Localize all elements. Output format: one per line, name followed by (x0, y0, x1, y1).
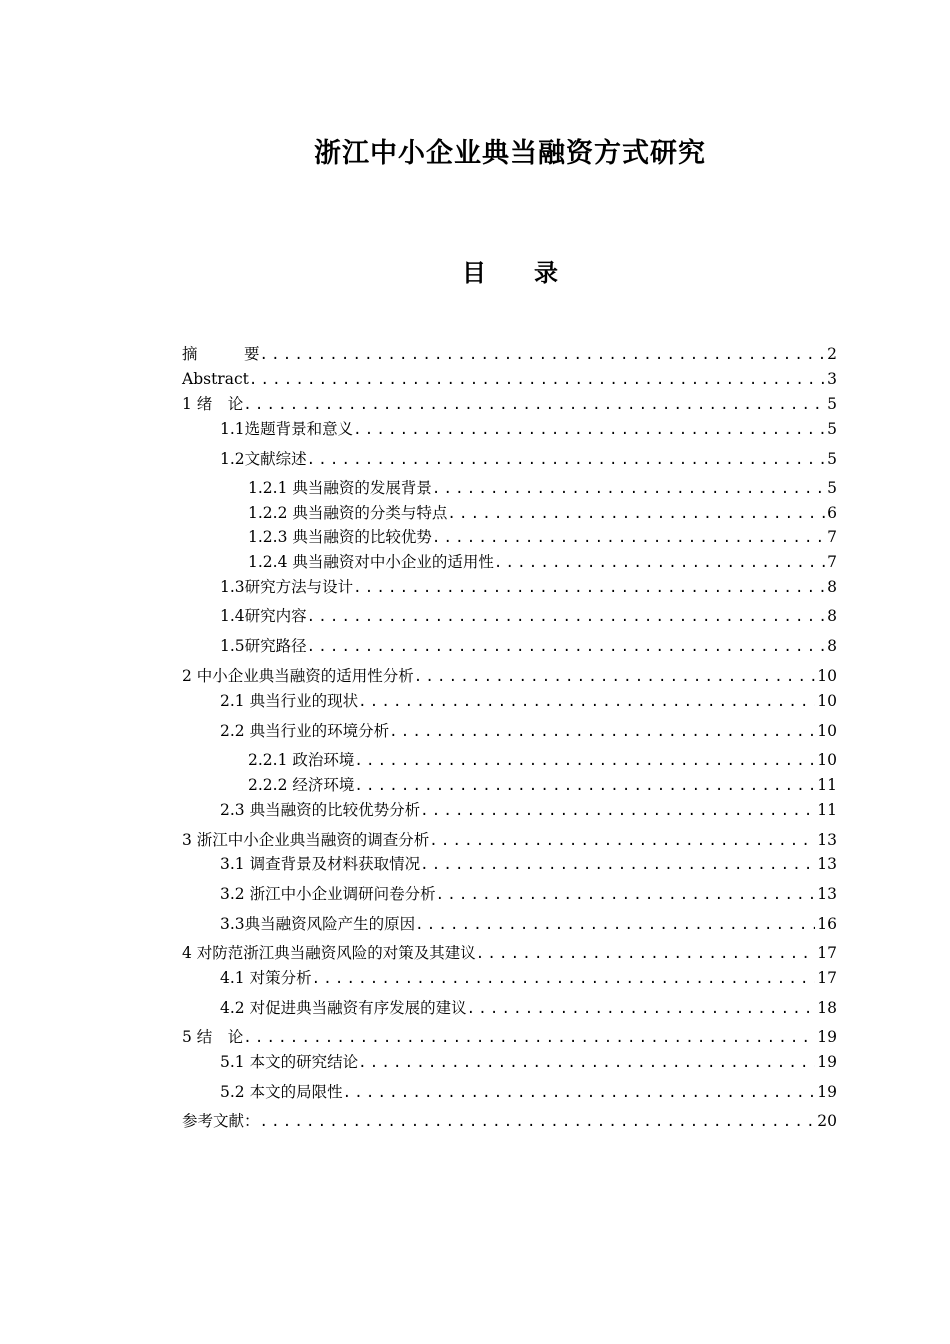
toc-entry[interactable] (182, 502, 837, 524)
toc-entry-page: 17 (817, 969, 837, 987)
toc-entry-label: 4.1 对策分析 (220, 969, 312, 987)
toc-entry-page: 19 (817, 1053, 837, 1071)
toc-leader-dots (358, 1052, 815, 1074)
toc-entry-page: 13 (817, 885, 837, 903)
toc-entry[interactable] (182, 749, 837, 771)
toc-entry-label: 1.1选题背景和意义 (220, 420, 354, 438)
toc-entry[interactable] (182, 799, 837, 821)
toc-entry[interactable] (182, 526, 837, 548)
toc-leader-dots (476, 943, 815, 965)
toc-entry[interactable] (182, 393, 837, 415)
toc-entry-page: 7 (827, 553, 837, 571)
toc-entry[interactable] (182, 551, 837, 573)
toc-leader-dots (432, 527, 825, 549)
toc-leader-dots (420, 854, 815, 876)
toc-entry-page: 7 (827, 528, 837, 546)
toc-entry-label: Abstract (182, 370, 249, 388)
toc-leader-dots (354, 775, 815, 797)
toc-heading: 目 录 (462, 259, 558, 287)
toc-entry[interactable] (182, 883, 837, 905)
toc-entry-label: 4.2 对促进典当融资有序发展的建议 (220, 999, 467, 1017)
toc-entry-page: 10 (817, 751, 837, 769)
toc-entry-page: 5 (827, 395, 837, 413)
toc-leader-dots (420, 800, 815, 822)
toc-leader-dots (467, 998, 816, 1020)
toc-entry-page: 13 (817, 855, 837, 873)
toc-entry[interactable] (182, 576, 837, 598)
toc-entry[interactable] (182, 720, 837, 742)
toc-entry-label: 2.2 典当行业的环境分析 (220, 722, 390, 740)
toc-entry[interactable] (182, 690, 837, 712)
toc-leader-dots (354, 750, 815, 772)
toc-leader-dots (307, 636, 825, 658)
toc-leader-dots (447, 503, 825, 525)
toc-entry-page: 10 (817, 667, 837, 685)
toc-leader-dots (415, 914, 815, 936)
toc-entry-label: 5 结 论 (182, 1028, 244, 1046)
toc-entry-label: 参考文献： (182, 1112, 260, 1130)
toc-entry-label: 3.1 调查背景及材料获取情况 (220, 855, 421, 873)
toc-entry-page: 6 (827, 504, 837, 522)
toc-entry-label: 1.2.3 典当融资的比较优势 (248, 528, 432, 546)
document-title: 浙江中小企业典当融资方式研究 (314, 138, 706, 169)
toc-leader-dots (249, 369, 825, 391)
toc-entry-page: 3 (827, 370, 837, 388)
toc-entry-label: 2.2.2 经济环境 (248, 776, 355, 794)
toc-entry-label: 5.1 本文的研究结论 (220, 1053, 359, 1071)
toc-entry-page: 16 (817, 915, 837, 933)
toc-entry[interactable] (182, 967, 837, 989)
toc-entry-label: 1.2.2 典当融资的分类与特点 (248, 504, 448, 522)
toc-leader-dots (389, 721, 815, 743)
toc-entry-page: 5 (827, 450, 837, 468)
toc-entry-page: 19 (817, 1083, 837, 1101)
toc-entry[interactable] (182, 418, 837, 440)
toc-entry-page: 5 (827, 479, 837, 497)
toc-leader-dots (343, 1082, 816, 1104)
toc-entry-page: 8 (827, 607, 837, 625)
toc-entry[interactable] (182, 1081, 837, 1103)
toc-entry[interactable] (182, 853, 837, 875)
toc-entry-label: 1.2文献综述 (220, 450, 307, 468)
toc-entry[interactable] (182, 368, 837, 390)
toc-leader-dots (436, 884, 816, 906)
toc-entry-label: 1.5研究路径 (220, 637, 307, 655)
toc-entry-label: 5.2 本文的局限性 (220, 1083, 343, 1101)
toc-entry-page: 8 (827, 637, 837, 655)
toc-entry-label: 2 中小企业典当融资的适用性分析 (182, 667, 414, 685)
toc-entry[interactable] (182, 635, 837, 657)
toc-leader-dots (429, 830, 815, 852)
toc-entry-label: 2.3 典当融资的比较优势分析 (220, 801, 421, 819)
toc-leader-dots (432, 478, 825, 500)
toc-entry-label: 摘 要 (182, 345, 260, 363)
toc-entry-page: 17 (817, 944, 837, 962)
toc-leader-dots (312, 968, 816, 990)
toc-entry[interactable] (182, 913, 837, 935)
toc-leader-dots (494, 552, 825, 574)
toc-leader-dots (414, 666, 815, 688)
toc-entry-page: 11 (817, 801, 837, 819)
toc-leader-dots (243, 1027, 815, 1049)
toc-entry-page: 5 (827, 420, 837, 438)
toc-leader-dots (243, 394, 825, 416)
toc-entry-label: 1.4研究内容 (220, 607, 307, 625)
toc-entry-page: 8 (827, 578, 837, 596)
toc-entry-page: 19 (817, 1028, 837, 1046)
toc-leader-dots (358, 691, 815, 713)
toc-entry[interactable] (182, 1051, 837, 1073)
toc-leader-dots (307, 449, 825, 471)
toc-entry[interactable] (182, 997, 837, 1019)
toc-entry[interactable] (182, 448, 837, 470)
toc-entry[interactable] (182, 942, 837, 964)
toc-entry-page: 2 (827, 345, 837, 363)
toc-entry-page: 13 (817, 831, 837, 849)
toc-entry-label: 1.2.4 典当融资对中小企业的适用性 (248, 553, 494, 571)
toc-leader-dots (307, 606, 825, 628)
toc-leader-dots (353, 577, 825, 599)
toc-entry-page: 11 (817, 776, 837, 794)
toc-entry[interactable] (182, 829, 837, 851)
toc-leader-dots (353, 419, 825, 441)
toc-entry-label: 3 浙江中小企业典当融资的调查分析 (182, 831, 430, 849)
toc-leader-dots (260, 1111, 816, 1133)
toc-entry-label: 3.2 浙江中小企业调研问卷分析 (220, 885, 436, 903)
toc-entry-label: 1.3研究方法与设计 (220, 578, 354, 596)
toc-entry-label: 2.2.1 政治环境 (248, 751, 355, 769)
toc-entry-label: 1.2.1 典当融资的发展背景 (248, 479, 432, 497)
toc-entry[interactable] (182, 1110, 837, 1132)
toc-entry[interactable] (182, 343, 837, 365)
toc-entry[interactable] (182, 774, 837, 796)
toc-entry-label: 2.1 典当行业的现状 (220, 692, 359, 710)
toc-entry[interactable] (182, 665, 837, 687)
toc-leader-dots (260, 344, 826, 366)
toc-entry-label: 1 绪 论 (182, 395, 244, 413)
toc-entry-label: 4 对防范浙江典当融资风险的对策及其建议 (182, 944, 476, 962)
toc-entry-page: 18 (817, 999, 837, 1017)
toc-entry[interactable] (182, 605, 837, 627)
toc-entry-label: 3.3典当融资风险产生的原因 (220, 915, 416, 933)
toc-entry-page: 10 (817, 692, 837, 710)
toc-entry[interactable] (182, 1026, 837, 1048)
toc-entry-page: 10 (817, 722, 837, 740)
toc-entry-page: 20 (817, 1112, 837, 1130)
toc-entry[interactable] (182, 477, 837, 499)
